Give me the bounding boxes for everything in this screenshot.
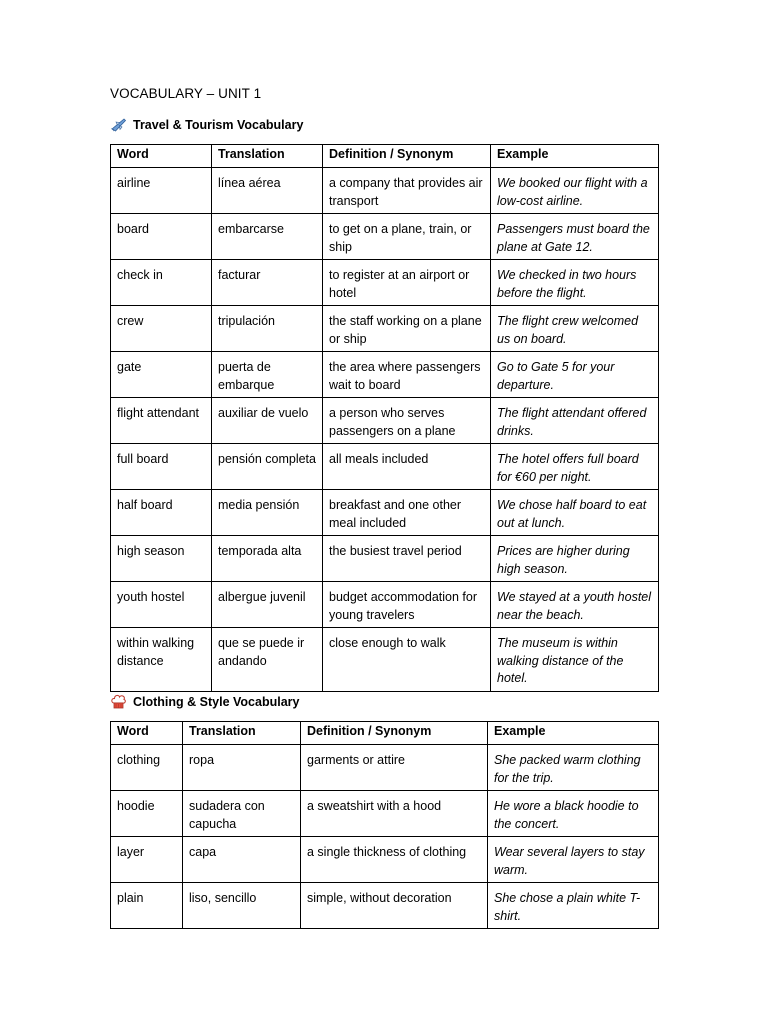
definition-cell: breakfast and one other meal included [323, 490, 491, 536]
definition-cell: to register at an airport or hotel [323, 260, 491, 306]
translation-cell: embarcarse [212, 214, 323, 260]
translation-cell: puerta de embarque [212, 352, 323, 398]
definition-cell: to get on a plane, train, or ship [323, 214, 491, 260]
translation-cell: facturar [212, 260, 323, 306]
translation-cell: ropa [183, 745, 301, 791]
example-cell: The hotel offers full board for €60 per night. [491, 444, 659, 490]
word-cell: full board [111, 444, 212, 490]
definition-cell: a company that provides air transport [323, 168, 491, 214]
translation-cell: auxiliar de vuelo [212, 398, 323, 444]
column-header: Word [111, 145, 212, 168]
example-cell: Go to Gate 5 for your departure. [491, 352, 659, 398]
example-cell: The flight attendant offered drinks. [491, 398, 659, 444]
word-cell: plain [111, 883, 183, 929]
definition-cell: the busiest travel period [323, 536, 491, 582]
word-cell: gate [111, 352, 212, 398]
column-header: Example [488, 722, 659, 745]
travel-vocabulary-table [110, 144, 659, 692]
translation-cell: temporada alta [212, 536, 323, 582]
table-row [111, 628, 659, 692]
column-header: Definition / Synonym [323, 145, 491, 168]
column-header: Example [491, 145, 659, 168]
definition-cell: a single thickness of clothing [301, 837, 488, 883]
column-header: Definition / Synonym [301, 722, 488, 745]
translation-cell: tripulación [212, 306, 323, 352]
definition-cell: close enough to walk [323, 628, 491, 692]
word-cell: clothing [111, 745, 183, 791]
definition-cell: the staff working on a plane or ship [323, 306, 491, 352]
translation-cell: albergue juvenil [212, 582, 323, 628]
example-cell: Passengers must board the plane at Gate 12. [491, 214, 659, 260]
example-cell: We chose half board to eat out at lunch. [491, 490, 659, 536]
table-row [111, 490, 659, 536]
section-heading-label: Clothing & Style Vocabulary [133, 694, 300, 709]
definition-cell: a person who serves passengers on a plane [323, 398, 491, 444]
translation-cell: media pensión [212, 490, 323, 536]
column-header: Word [111, 722, 183, 745]
example-cell: She chose a plain white T-shirt. [488, 883, 659, 929]
word-cell: crew [111, 306, 212, 352]
page-title: VOCABULARY – UNIT 1 [110, 86, 262, 101]
word-cell: layer [111, 837, 183, 883]
table-row [111, 444, 659, 490]
translation-cell: capa [183, 837, 301, 883]
table-header-row [111, 722, 659, 745]
definition-cell: budget accommodation for young travelers [323, 582, 491, 628]
definition-cell: garments or attire [301, 745, 488, 791]
table-row [111, 214, 659, 260]
translation-cell: pensión completa [212, 444, 323, 490]
table-header-row [111, 145, 659, 168]
definition-cell: all meals included [323, 444, 491, 490]
column-header: Translation [183, 722, 301, 745]
word-cell: check in [111, 260, 212, 306]
example-cell: The museum is within walking distance of the hotel. [491, 628, 659, 692]
example-cell: Prices are higher during high season. [491, 536, 659, 582]
table-row [111, 883, 659, 929]
word-cell: half board [111, 490, 212, 536]
example-cell: The flight crew welcomed us on board. [491, 306, 659, 352]
section-heading-clothing [110, 693, 299, 710]
table-row [111, 791, 659, 837]
definition-cell: a sweatshirt with a hood [301, 791, 488, 837]
word-cell: airline [111, 168, 212, 214]
translation-cell: liso, sencillo [183, 883, 301, 929]
table-row [111, 168, 659, 214]
translation-cell: línea aérea [212, 168, 323, 214]
table-row [111, 837, 659, 883]
word-cell: within walking distance [111, 628, 212, 692]
translation-cell: sudadera con capucha [183, 791, 301, 837]
definition-cell: simple, without decoration [301, 883, 488, 929]
airplane-icon [110, 116, 127, 133]
table-row [111, 582, 659, 628]
word-cell: hoodie [111, 791, 183, 837]
chef-hat-icon [110, 693, 127, 710]
section-heading-label: Travel & Tourism Vocabulary [133, 117, 304, 132]
table-row [111, 398, 659, 444]
table-row [111, 306, 659, 352]
example-cell: We checked in two hours before the flight. [491, 260, 659, 306]
clothing-vocabulary-table [110, 721, 659, 929]
example-cell: He wore a black hoodie to the concert. [488, 791, 659, 837]
example-cell: We stayed at a youth hostel near the beach. [491, 582, 659, 628]
table-row [111, 536, 659, 582]
word-cell: high season [111, 536, 212, 582]
section-heading-travel [110, 116, 303, 133]
table-row [111, 745, 659, 791]
definition-cell: the area where passengers wait to board [323, 352, 491, 398]
word-cell: flight attendant [111, 398, 212, 444]
table-row [111, 260, 659, 306]
word-cell: youth hostel [111, 582, 212, 628]
column-header: Translation [212, 145, 323, 168]
word-cell: board [111, 214, 212, 260]
table-row [111, 352, 659, 398]
example-cell: She packed warm clothing for the trip. [488, 745, 659, 791]
example-cell: We booked our flight with a low-cost airline. [491, 168, 659, 214]
example-cell: Wear several layers to stay warm. [488, 837, 659, 883]
translation-cell: que se puede ir andando [212, 628, 323, 692]
